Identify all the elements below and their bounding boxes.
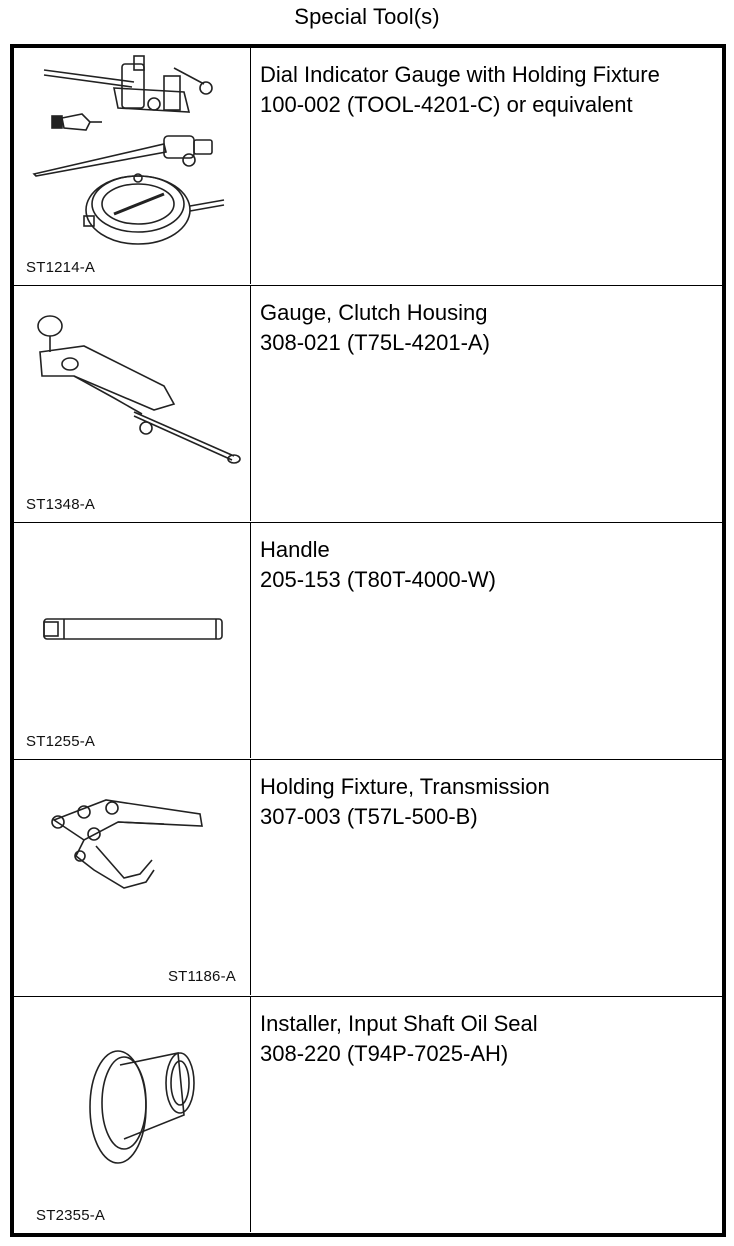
illustration-code: ST1348-A [26, 496, 96, 513]
tool-name: Handle [260, 537, 330, 562]
illustration-code: ST1255-A [26, 733, 96, 750]
tool-number: 205-153 (T80T-4000-W) [260, 567, 496, 592]
tool-row [14, 285, 722, 521]
tool-number: 308-220 (T94P-7025-AH) [260, 1041, 509, 1066]
tool-image-cell [14, 286, 251, 521]
tool-row [14, 522, 722, 758]
tool-name: Gauge, Clutch Housing [260, 300, 488, 325]
tool-name: Holding Fixture, Transmission [260, 774, 550, 799]
special-tools-table [10, 44, 726, 1237]
tool-row [14, 996, 722, 1232]
tool-image-cell [14, 997, 251, 1232]
tool-number: 307-003 (T57L-500-B) [260, 804, 478, 829]
illustration-code: ST1214-A [26, 259, 96, 276]
dial-indicator-illustration [14, 48, 250, 284]
tool-description [260, 298, 720, 358]
tool-description [260, 535, 720, 595]
tool-image-cell [14, 48, 251, 284]
illustration-code: ST1186-A [167, 968, 236, 985]
holding-fixture-illustration [14, 760, 250, 996]
tool-description [260, 1009, 720, 1069]
tool-description [260, 60, 720, 120]
tool-description [260, 772, 720, 832]
handle-illustration [14, 523, 250, 759]
tool-row [14, 48, 722, 284]
tool-image-cell [14, 760, 251, 995]
tool-number: 308-021 (T75L-4201-A) [260, 330, 490, 355]
tool-row [14, 759, 722, 995]
tool-image-cell [14, 523, 251, 758]
page-title: Special Tool(s) [294, 4, 440, 29]
clutch-housing-gauge-illustration [14, 286, 250, 522]
tool-name: Installer, Input Shaft Oil Seal [260, 1011, 538, 1036]
tool-name: Dial Indicator Gauge with Holding Fixture [260, 62, 660, 87]
illustration-code: ST2355-A [36, 1207, 106, 1224]
seal-installer-illustration [14, 997, 250, 1233]
tool-number: 100-002 (TOOL-4201-C) or equivalent [260, 92, 633, 117]
